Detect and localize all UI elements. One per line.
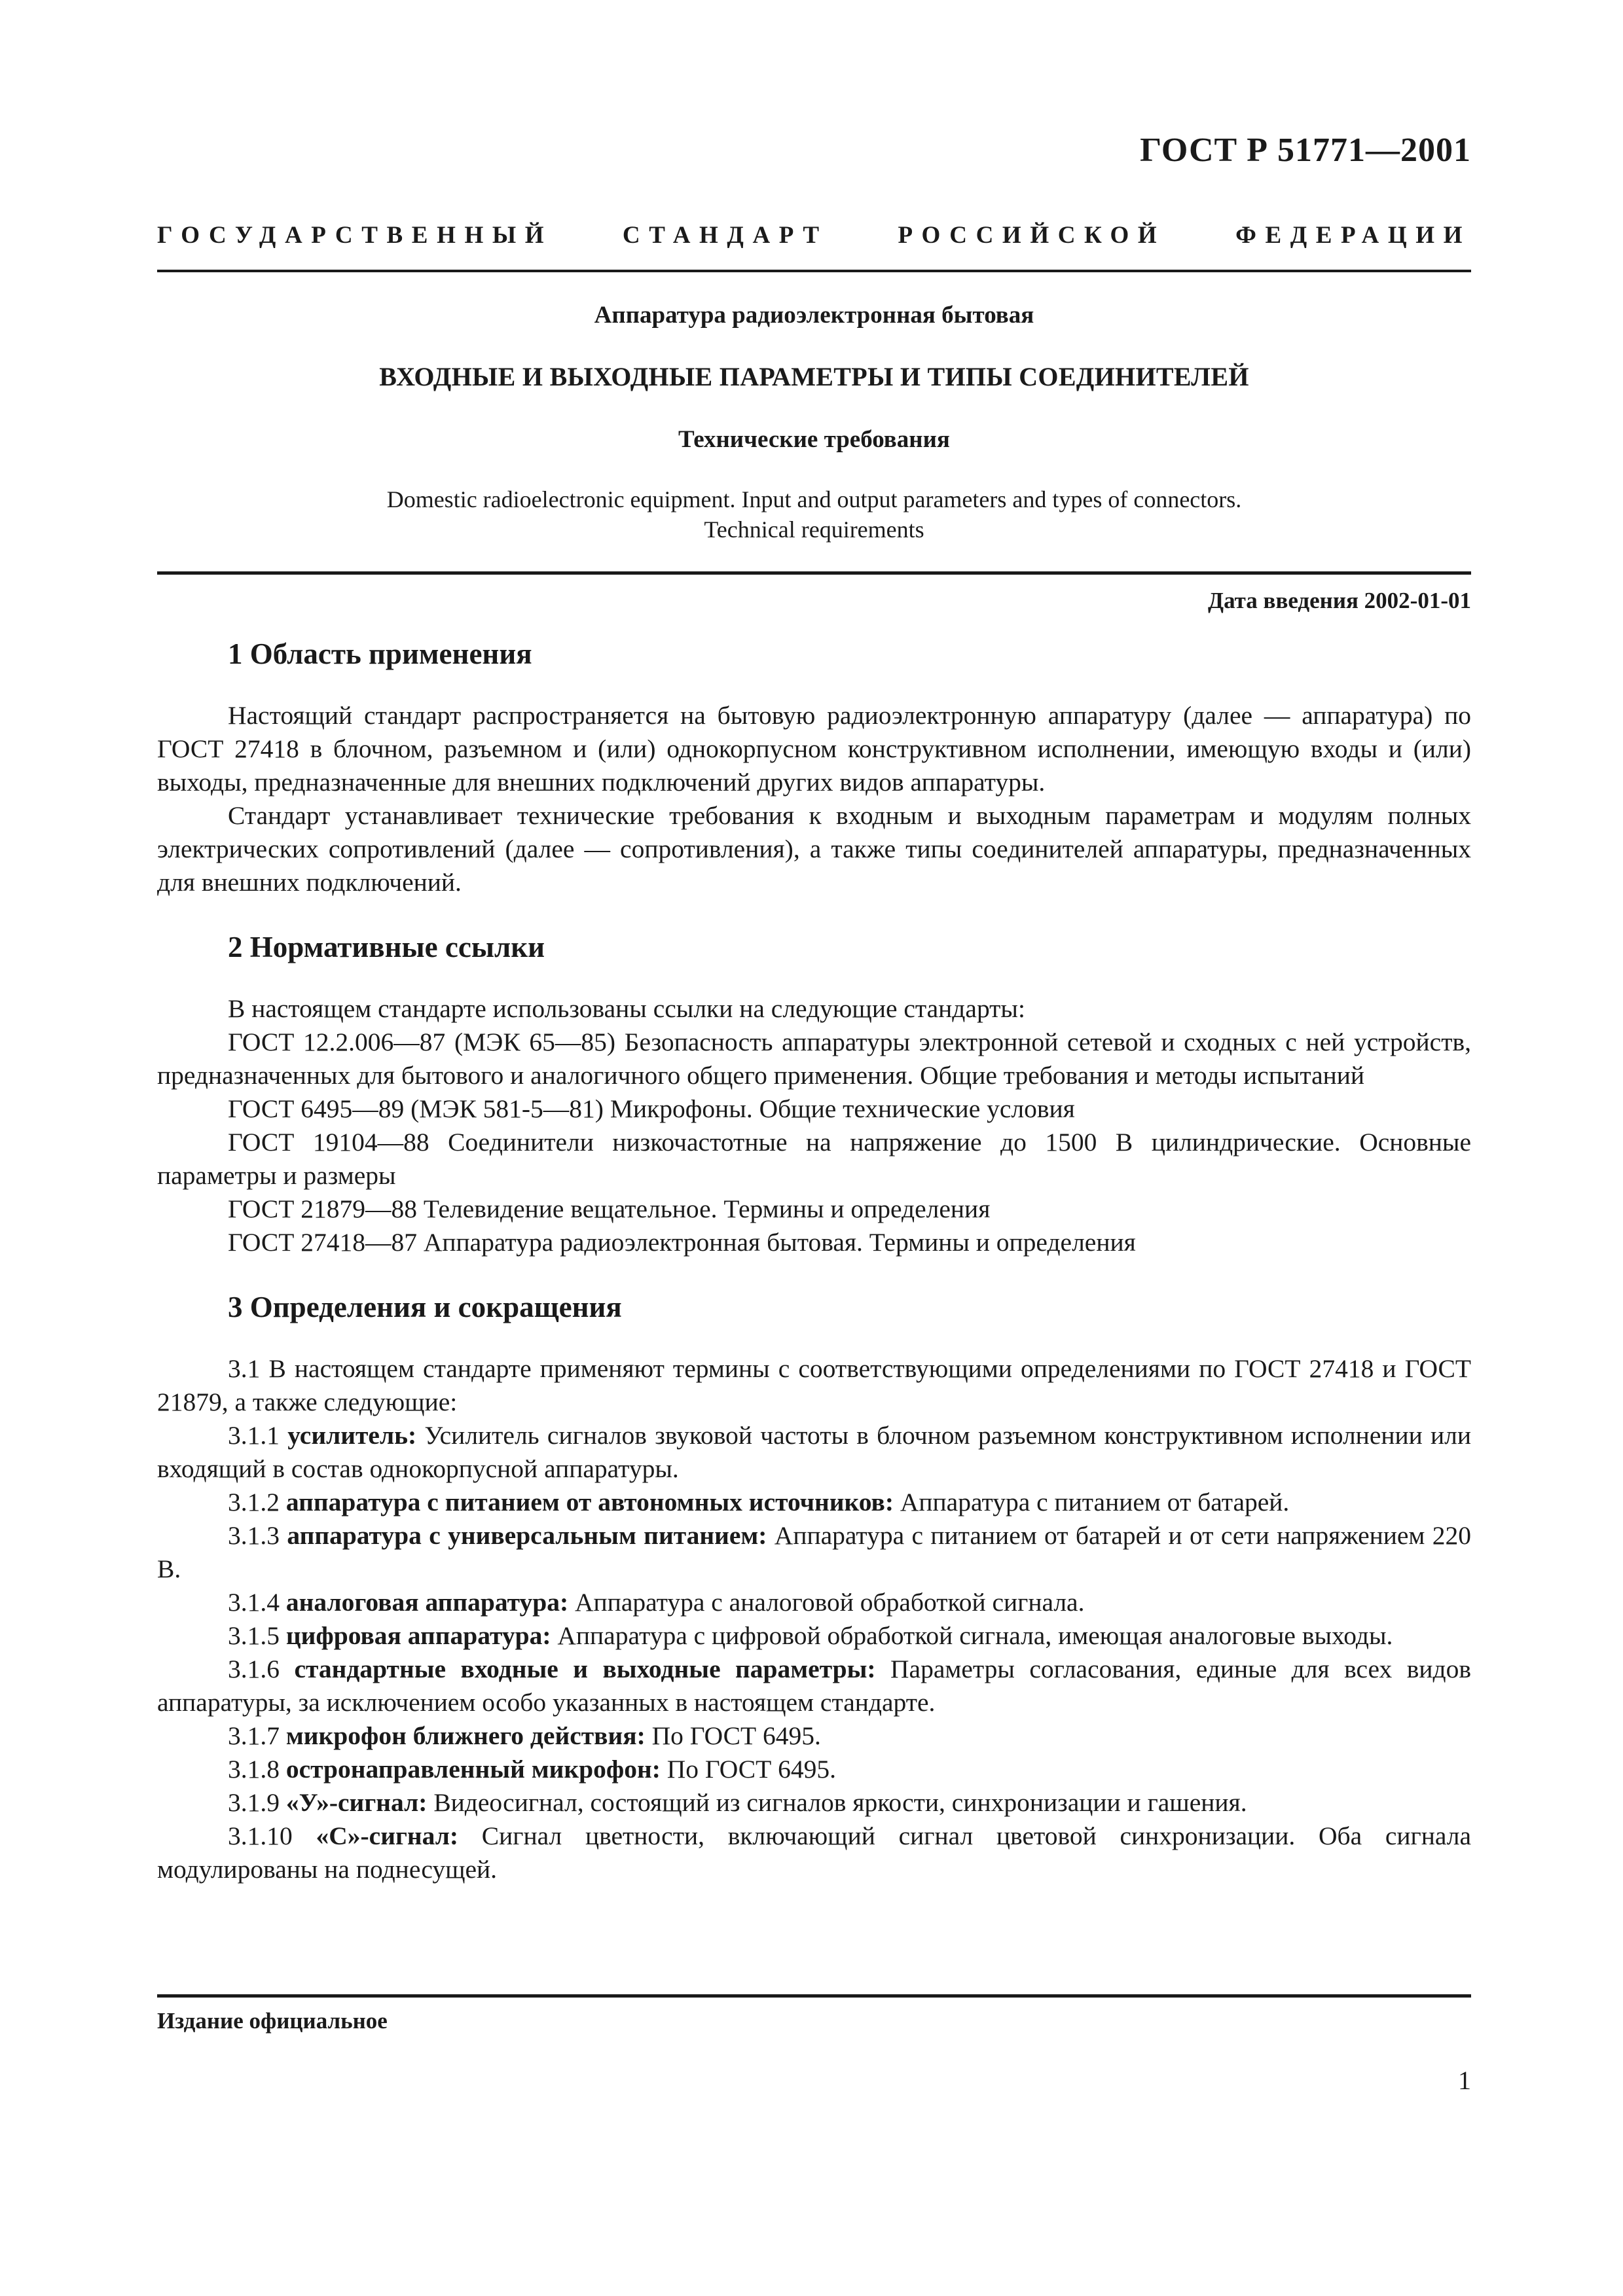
introduction-date: Дата введения 2002-01-01 <box>1208 588 1471 613</box>
definition-term: аппаратура с питанием от автономных источников: <box>285 1488 894 1516</box>
definition-text: Параметры согласования, единые для всех видов аппаратуры, за исключением особо указанных в настоящем стандарте. <box>157 1655 1472 1717</box>
english-title <box>157 484 1471 545</box>
definition-item <box>157 1619 1471 1653</box>
definition-item <box>157 1753 1471 1786</box>
page-number: 1 <box>1458 2066 1471 2095</box>
definition-text: Аппаратура с аналоговой обработкой сигнала. <box>575 1588 1085 1617</box>
definition-text: Аппаратура с цифровой обработкой сигнала, имеющая аналоговые выходы. <box>557 1621 1393 1650</box>
section-1-paragraph: Стандарт устанавливает технические требования к входным и выходным параметрам и модулям полных электрических сопротивлений (далее — сопротивления), а также типы соединителей аппаратуры, предназначенных для внешних подключений. <box>157 801 1471 897</box>
definition-text: Видеосигнал, состоящий из сигналов яркости, синхронизации и гашения. <box>433 1788 1247 1817</box>
section-1-paragraph: Настоящий стандарт распространяется на бытовую радиоэлектронную аппаратуру (далее — аппаратура) по ГОСТ 27418 в блочном, разъемном и (или) однокорпусном конструктивном исполнении, имеющую входы и (или) выходы, предназначенные для внешних подключений других видов аппаратуры. <box>157 701 1471 797</box>
definition-item <box>157 1486 1471 1519</box>
state-standard-title: ГОСУДАРСТВЕННЫЙ СТАНДАРТ РОССИЙСКОЙ ФЕДЕРАЦИИ <box>157 222 1471 249</box>
definition-text: Усилитель сигналов звуковой частоты в блочном разъемном конструктивном исполнении или входящий в состав однокорпусной аппаратуры. <box>157 1421 1472 1483</box>
english-title-line-2: Technical requirements <box>704 516 924 543</box>
definition-text: Аппаратура с питанием от батарей. <box>900 1488 1290 1516</box>
requirements-subtitle: Технические требования <box>678 426 950 453</box>
reference-item: ГОСТ 6495—89 (МЭК 581-5—81) Микрофоны. Общие технические условия <box>228 1094 1075 1123</box>
reference-item: ГОСТ 19104—88 Соединители низкочастотные на напряжение до 1500 В цилиндрические. Основные параметры и размеры <box>157 1128 1471 1190</box>
definition-term: аппаратура с универсальным питанием: <box>287 1521 767 1550</box>
definition-term: цифровая аппаратура: <box>285 1621 551 1650</box>
definition-text: По ГОСТ 6495. <box>651 1721 821 1750</box>
definition-term: микрофон ближнего действия: <box>285 1721 646 1750</box>
definition-number: 3.1.9 <box>228 1788 280 1817</box>
definition-term: стандартные входные и выходные параметры: <box>294 1655 876 1683</box>
section-2-intro: В настоящем стандарте использованы ссылки на следующие стандарты: <box>228 994 1025 1023</box>
reference-item: ГОСТ 21879—88 Телевидение вещательное. Термины и определения <box>228 1194 991 1223</box>
definition-number: 3.1.7 <box>228 1721 280 1750</box>
definition-item <box>157 1519 1471 1586</box>
document-body <box>157 635 1471 1886</box>
section-3-heading: 3 Определения и сокращения <box>228 1291 622 1323</box>
main-title: ВХОДНЫЕ И ВЫХОДНЫЕ ПАРАМЕТРЫ И ТИПЫ СОЕДИНИТЕЛЕЙ <box>379 362 1249 391</box>
reference-item: ГОСТ 12.2.006—87 (МЭК 65—85) Безопасность аппаратуры электронной сетевой и сходных с ней устройств, предназначенных для бытового и аналогичного общего применения. Общие требования и методы испытаний <box>157 1028 1471 1090</box>
footer-rule <box>157 1994 1471 1998</box>
definition-text: Аппаратура с питанием от батарей и от сети напряжением 220 В. <box>157 1521 1472 1583</box>
definition-item <box>157 1653 1471 1719</box>
reference-item: ГОСТ 27418—87 Аппаратура радиоэлектронная бытовая. Термины и определения <box>228 1228 1136 1257</box>
definition-number: 3.1.3 <box>228 1521 280 1550</box>
definition-item <box>157 1786 1471 1820</box>
definition-number: 3.1.5 <box>228 1621 280 1650</box>
section-2-heading: 2 Нормативные ссылки <box>228 931 545 963</box>
definition-number: 3.1.6 <box>228 1655 280 1683</box>
english-title-line-1: Domestic radioelectronic equipment. Input and output parameters and types of connectors. <box>386 486 1242 512</box>
definition-term: остронаправленный микрофон: <box>285 1755 661 1784</box>
definition-text: По ГОСТ 6495. <box>666 1755 836 1784</box>
definition-item <box>157 1820 1471 1886</box>
section-1-heading: 1 Область применения <box>228 637 532 670</box>
definition-text: Сигнал цветности, включающий сигнал цветовой синхронизации. Оба сигнала модулированы на поднесущей. <box>157 1821 1472 1884</box>
definition-number: 3.1.8 <box>228 1755 280 1784</box>
definition-term: «У»-сигнал: <box>285 1788 428 1817</box>
definition-number: 3.1.1 <box>228 1421 280 1450</box>
definition-item <box>157 1586 1471 1619</box>
definition-term: «С»-сигнал: <box>316 1821 459 1850</box>
section-3-intro: 3.1 В настоящем стандарте применяют термины с соответствующими определениями по ГОСТ 27418 и ГОСТ 21879, а также следующие: <box>157 1354 1471 1416</box>
definition-item <box>157 1419 1471 1486</box>
definition-term: усилитель: <box>287 1421 417 1450</box>
official-edition-label: Издание официальное <box>157 2008 388 2034</box>
definition-number: 3.1.2 <box>228 1488 280 1516</box>
definition-number: 3.1.4 <box>228 1588 280 1617</box>
title-rule <box>157 571 1471 575</box>
definition-term: аналоговая аппаратура: <box>285 1588 569 1617</box>
equipment-subtitle: Аппаратура радиоэлектронная бытовая <box>594 302 1034 329</box>
document-code: ГОСТ Р 51771—2001 <box>1140 132 1471 169</box>
definition-number: 3.1.10 <box>228 1821 293 1850</box>
definition-item <box>157 1719 1471 1753</box>
header-rule <box>157 270 1471 272</box>
